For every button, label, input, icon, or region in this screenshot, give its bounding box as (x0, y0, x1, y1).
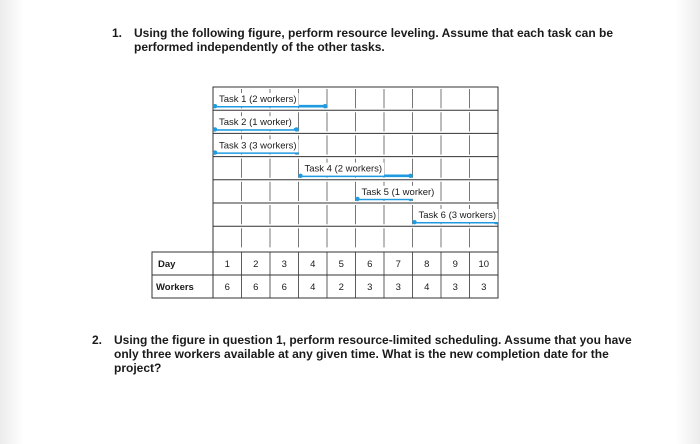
day-cell: 4 (310, 259, 316, 270)
day-cell: 6 (367, 259, 373, 270)
question-2-number: 2. (92, 333, 103, 347)
task-bar-start (213, 104, 217, 108)
task-bar-start (412, 220, 416, 224)
workers-cell: 4 (310, 282, 316, 293)
day-cell: 3 (281, 259, 287, 270)
day-cell: 9 (452, 259, 458, 270)
task-label: Task 1 (2 workers) (219, 94, 297, 105)
task-label: Task 4 (2 workers) (304, 163, 383, 175)
question-1-number: 1. (112, 26, 123, 40)
task-bar-start (213, 150, 217, 154)
day-cell: 2 (253, 259, 259, 270)
day-cell: 10 (478, 259, 490, 270)
task-bar-start (213, 127, 217, 131)
task-bar-start (298, 174, 302, 178)
task-label: Task 6 (3 workers) (418, 210, 497, 221)
task-bar-end (408, 174, 412, 178)
workers-cell: 4 (424, 282, 430, 293)
workers-cell: 3 (367, 282, 373, 293)
workers-row-label: Workers (156, 282, 194, 293)
task-label: Task 2 (1 worker) (219, 117, 292, 129)
day-row-label: Day (158, 259, 176, 270)
workers-cell: 3 (395, 282, 401, 293)
task-label: Task 5 (1 worker) (361, 186, 435, 198)
workers-cell: 3 (452, 282, 458, 293)
workers-cell: 2 (338, 282, 344, 293)
workers-cell: 3 (481, 282, 487, 293)
day-cell: 5 (338, 259, 344, 270)
workers-cell: 6 (281, 282, 287, 293)
question-1-text: Using the following figure, perform resource leveling. Assume that each task can be performed independently of the other tasks. (134, 26, 614, 54)
task-bar-end (294, 127, 298, 131)
workers-cell: 6 (253, 282, 259, 293)
day-cell: 8 (424, 259, 430, 270)
task-bar-end (323, 104, 327, 108)
day-workers-table (152, 252, 498, 298)
task-bar-start (355, 197, 359, 201)
day-cell: 7 (395, 259, 401, 270)
workers-cell: 6 (224, 282, 230, 293)
task-label: Task 3 (3 workers) (219, 140, 297, 152)
day-cell: 1 (224, 259, 230, 270)
question-2-text: Using the figure in question 1, perform resource-limited scheduling. Assume that you have only three workers available at any given time. What is the new completion date for the project? (114, 333, 632, 375)
